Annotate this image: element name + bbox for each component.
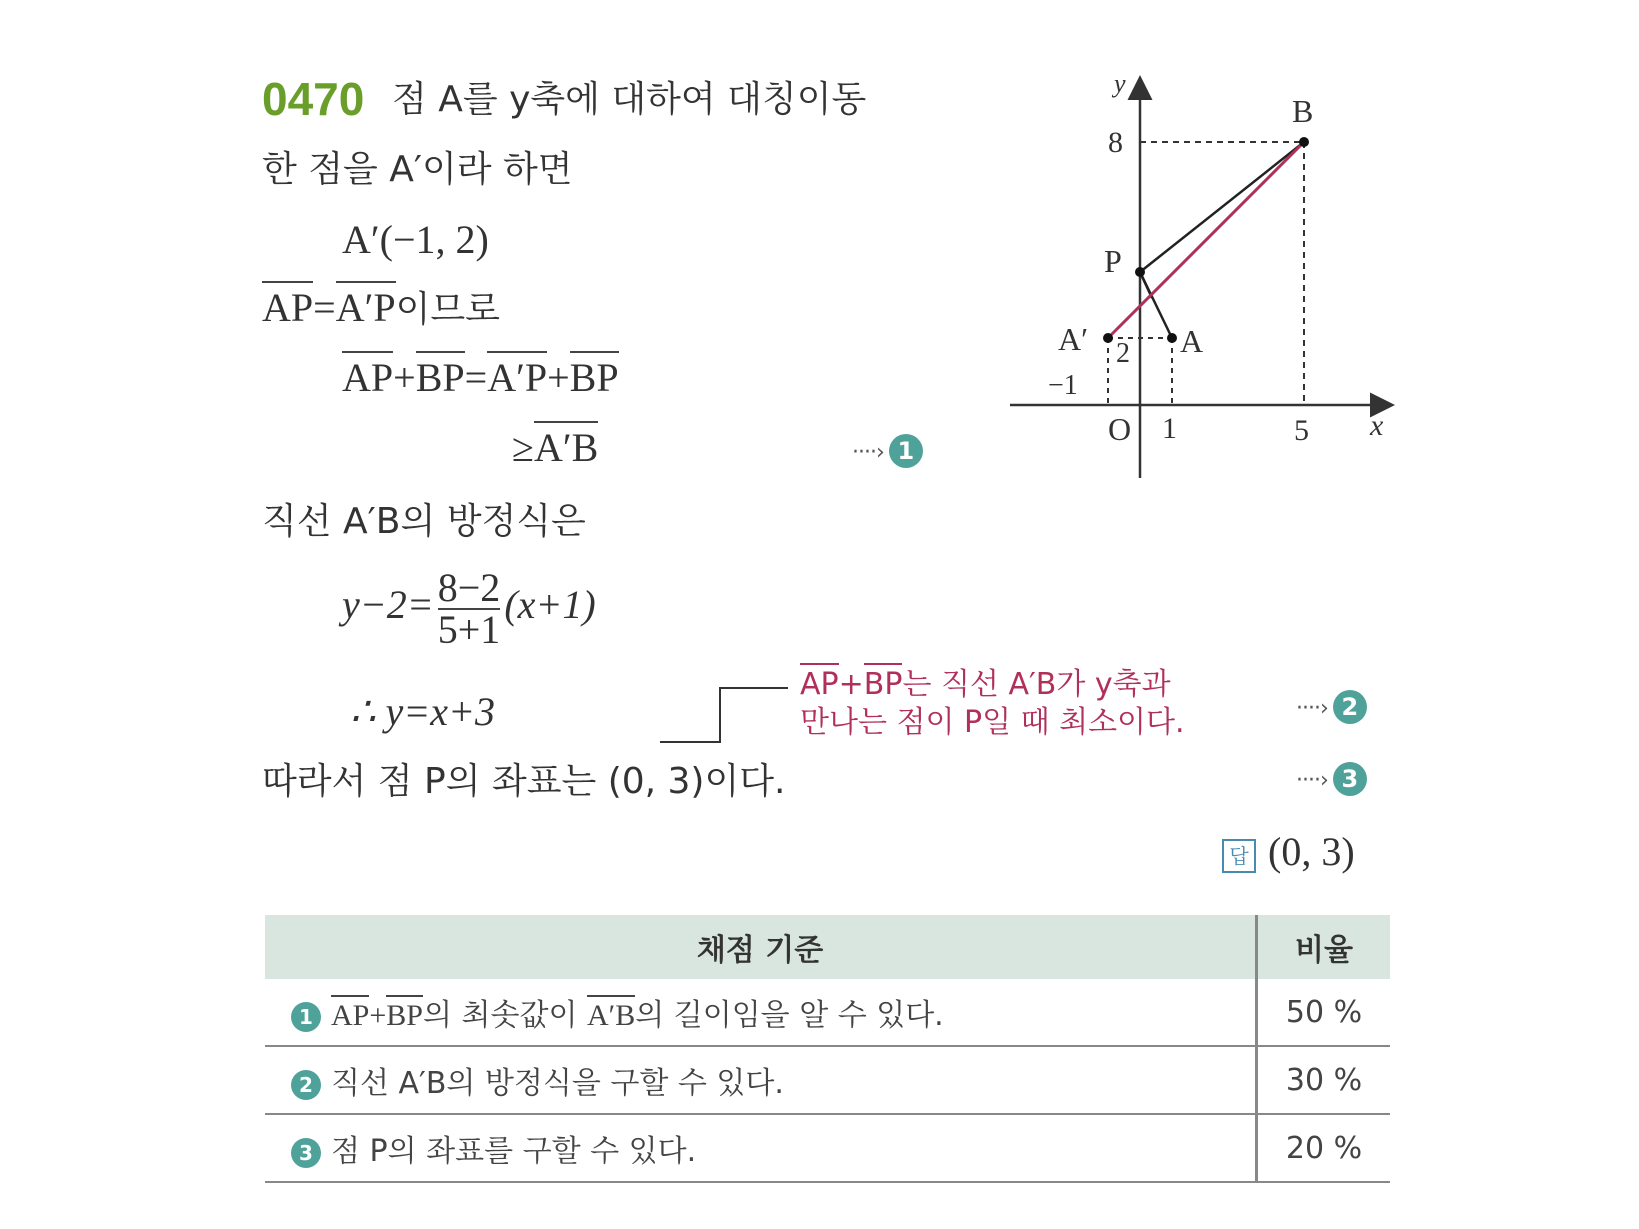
note-line-1	[800, 666, 1185, 704]
table-row	[265, 1046, 1390, 1114]
sum-equation	[342, 356, 619, 400]
slope-fraction	[437, 565, 501, 652]
plus-sign: +	[393, 355, 416, 400]
therefore-line: ∴ y=x+3	[350, 689, 495, 734]
row-circle: 3	[291, 1138, 321, 1168]
row-ab: A′B	[587, 995, 635, 1032]
row-bp: BP	[386, 995, 423, 1032]
problem-line-1: 점 A를 y축에 대하여 대칭이동	[392, 79, 867, 120]
table-row	[265, 1114, 1390, 1182]
tick-neg1: −1	[1048, 370, 1078, 401]
arrow-icon: ····›	[1296, 696, 1328, 721]
segment-ap: AP	[342, 351, 393, 400]
point-p	[1135, 267, 1145, 277]
a-prime-coordinate: A′(−1, 2)	[342, 217, 489, 262]
segment-a-prime-p: A′P	[336, 281, 396, 330]
answer-value: (0, 3)	[1268, 829, 1355, 874]
frac-numerator: 8−2	[437, 565, 501, 610]
segment-bp: BP	[416, 351, 465, 400]
arrow-icon: ····›	[1296, 768, 1328, 793]
label-b: B	[1292, 93, 1314, 129]
row-circle: 2	[291, 1070, 321, 1100]
tick-5: 5	[1294, 414, 1309, 447]
eq-lhs: y−2=	[342, 582, 434, 628]
callout-connector	[660, 686, 790, 746]
row-plus: +	[369, 999, 387, 1032]
segment-bp: BP	[570, 351, 619, 400]
x-axis-label: x	[1370, 409, 1384, 442]
table-row	[265, 979, 1390, 1046]
equal-segments	[262, 286, 500, 332]
criteria-cell	[265, 979, 1257, 1046]
grading-table	[265, 915, 1390, 1183]
problem-number: 0470	[262, 73, 365, 125]
tick-8: 8	[1108, 126, 1123, 159]
label-p: P	[1104, 243, 1122, 279]
segment-a-prime-p: A′P	[487, 351, 547, 400]
label-a-prime: A′	[1058, 321, 1089, 357]
conclusion: 따라서 점 P의 좌표는 (0, 3)이다.	[262, 761, 786, 802]
line-equation	[342, 565, 596, 652]
row-ap: AP	[331, 995, 369, 1032]
segment-pb-line	[1140, 142, 1304, 272]
arrow-icon: ····›	[852, 440, 884, 465]
equal-suffix: 이므로	[395, 289, 500, 330]
header-criteria: 채점 기준	[265, 915, 1257, 979]
equals-sign: =	[464, 355, 488, 400]
problem-header	[262, 72, 364, 126]
point-a-prime	[1103, 333, 1113, 343]
answer	[1222, 830, 1355, 874]
tick-2: 2	[1116, 338, 1130, 369]
note-plus: +	[838, 667, 864, 702]
step-marker-2	[1296, 690, 1367, 724]
row-rest: 의 길이임을 알 수 있다.	[635, 998, 944, 1033]
segment-a-prime-b-line	[1108, 142, 1304, 338]
point-a	[1167, 333, 1177, 343]
ratio-cell: 50 %	[1257, 979, 1391, 1046]
tick-1: 1	[1162, 412, 1177, 445]
step-marker-3	[1296, 762, 1367, 796]
plus-sign: +	[547, 355, 570, 400]
step-circle-1: 1	[889, 434, 923, 468]
y-axis-label: y	[1114, 69, 1126, 98]
criteria-cell	[265, 1046, 1257, 1114]
coordinate-graph	[990, 60, 1410, 490]
row-text: 점 P의 좌표를 구할 수 있다.	[331, 1134, 697, 1169]
point-b	[1299, 137, 1309, 147]
note-line-2: 만나는 점이 P일 때 최소이다.	[800, 705, 1185, 740]
eq-rhs: (x+1)	[504, 582, 596, 628]
frac-denominator: 5+1	[437, 607, 501, 652]
line-eq-title: 직선 A′B의 방정식은	[262, 501, 586, 542]
note-ap: AP	[800, 663, 839, 702]
step-marker-1	[852, 434, 923, 468]
ratio-cell: 30 %	[1257, 1046, 1391, 1114]
label-a: A	[1180, 323, 1204, 359]
segment-ap: AP	[262, 281, 313, 330]
problem-line-2: 한 점을 A′이라 하면	[262, 149, 573, 190]
note-rest: 는 직선 A′B가 y축과	[902, 667, 1171, 702]
header-ratio: 비율	[1257, 915, 1391, 979]
grading-header-row	[265, 915, 1390, 979]
criteria-cell	[265, 1114, 1257, 1182]
row-circle: 1	[291, 1002, 321, 1032]
step-circle-3: 3	[1333, 762, 1367, 796]
row-mid: 의 최솟값이	[422, 998, 587, 1033]
origin-label: O	[1108, 411, 1132, 447]
segment-a-prime-b: A′B	[534, 421, 598, 470]
callout-note	[800, 666, 1185, 742]
ge-sign: ≥	[512, 425, 534, 470]
ratio-cell: 20 %	[1257, 1114, 1391, 1182]
inequality	[512, 426, 598, 470]
equals-sign: =	[313, 285, 336, 330]
step-circle-2: 2	[1333, 690, 1367, 724]
note-bp: BP	[864, 663, 903, 702]
answer-icon: 답	[1222, 839, 1256, 873]
row-text: 직선 A′B의 방정식을 구할 수 있다.	[331, 1066, 784, 1101]
